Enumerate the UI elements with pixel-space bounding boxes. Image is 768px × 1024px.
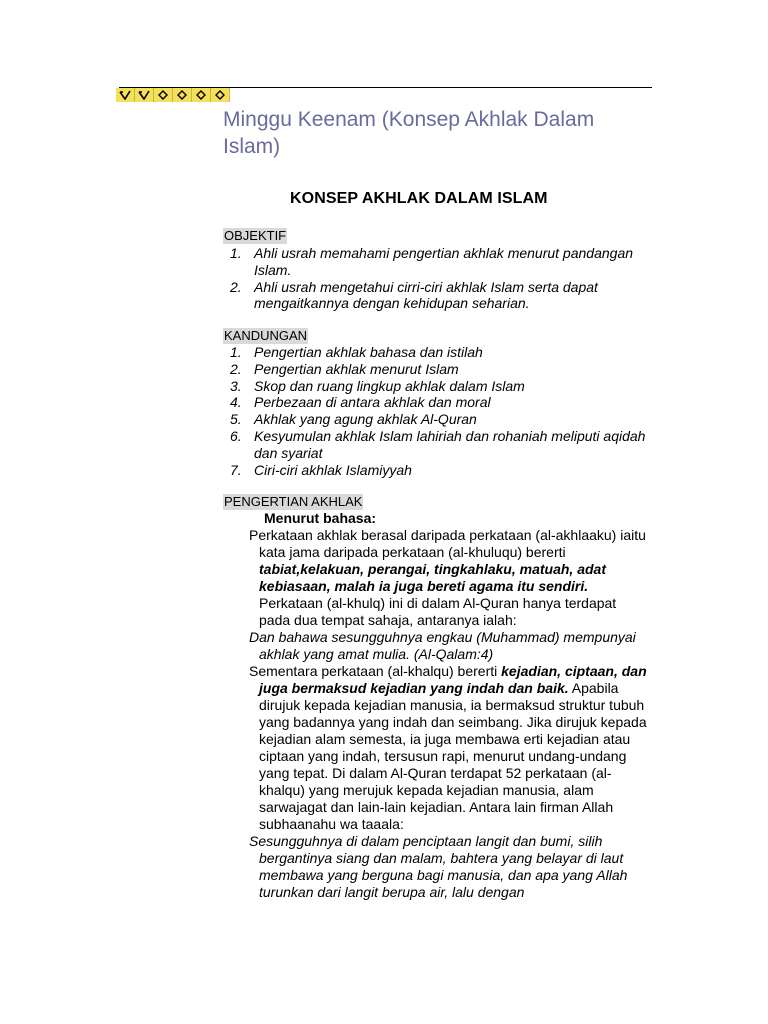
list-text: Perbezaan di antara akhlak dan moral bbox=[254, 394, 491, 411]
ornament-icon bbox=[211, 88, 230, 102]
objektif-list bbox=[228, 245, 648, 312]
chapter-title: Minggu Keenam (Konsep Akhlak Dalam Islam) bbox=[223, 108, 595, 158]
ornament-icon bbox=[154, 88, 173, 102]
ornament-icon bbox=[192, 88, 211, 102]
list-item bbox=[228, 411, 648, 428]
paragraph-text: Perkataan akhlak berasal daripada perkataan (al-akhlaaku) iaitu kata jama daripada perkataan (al-khuluqu) bererti bbox=[249, 527, 646, 560]
section-label-kandungan: KANDUNGAN bbox=[224, 328, 308, 343]
list-text: Pengertian akhlak bahasa dan istilah bbox=[254, 344, 483, 360]
list-number: 6. bbox=[230, 427, 242, 444]
list-item bbox=[228, 462, 648, 479]
ornament-icon bbox=[116, 88, 135, 102]
quranic-quote: Dan bahawa sesungguhnya engkau (Muhammad) mempunyai akhlak yang amat mulia. (Al-Qalam:4) bbox=[249, 629, 636, 662]
paragraph-text: Perkataan (al-khulq) ini di dalam Al-Quran hanya terdapat pada dua tempat sahaja, antaranya ialah: bbox=[259, 595, 617, 628]
paragraph-text: Sementara perkataan (al-khalqu) bererti bbox=[249, 663, 502, 679]
list-item bbox=[228, 428, 648, 462]
kandungan-list bbox=[228, 344, 648, 478]
ornament-strip bbox=[116, 88, 230, 102]
list-number: 2. bbox=[230, 278, 242, 295]
list-number: 5. bbox=[230, 411, 242, 428]
emphasis-text: tabiat,kelakuan, perangai, tingkahlaku, matuah, adat kebiasaan, malah ia juga bereti agama itu sendiri. bbox=[259, 561, 606, 594]
list-number: 1. bbox=[230, 245, 242, 261]
definition-body bbox=[249, 527, 649, 901]
list-number: 2. bbox=[230, 360, 242, 377]
list-text: Ciri-ciri akhlak Islamiyyah bbox=[254, 461, 412, 478]
list-text: Akhlak yang agung akhlak Al-Quran bbox=[254, 411, 477, 428]
section-label-objektif: OBJEKTIF bbox=[224, 228, 287, 243]
list-text: Pengertian akhlak menurut Islam bbox=[254, 360, 459, 377]
list-item bbox=[228, 344, 648, 361]
list-number: 4. bbox=[230, 394, 242, 411]
main-heading: KONSEP AKHLAK DALAM ISLAM bbox=[290, 190, 548, 207]
paragraph-text: Apabila dirujuk kepada kejadian manusia, ia bermaksud struktur tubuh yang badannya yang indah dan seimbang. Jika dirujuk kepada kejadian alam semesta, ia juga membawa erti kejadian atau ciptaan yang indah, tersusun rapi, menurut undang-undang yang tepat. Di dalam Al-Quran terdapat 52 perkataan (al-khalqu) yang merujuk kepada kejadian manusia, alam sarwajagat dan lain-lain kejadian. Antara lain firman Allah subhaanahu wa taaala: bbox=[259, 680, 647, 832]
paragraph bbox=[249, 663, 649, 833]
list-number: 3. bbox=[230, 377, 242, 394]
list-item bbox=[228, 279, 648, 313]
paragraph bbox=[249, 527, 649, 629]
list-text: Kesyumulan akhlak Islam lahiriah dan rohaniah meliputi aqidah dan syariat bbox=[254, 427, 646, 461]
list-number: 1. bbox=[230, 344, 242, 360]
ornament-icon bbox=[173, 88, 192, 102]
quranic-quote: Sesungguhnya di dalam penciptaan langit dan bumi, silih bergantinya siang dan malam, bahtera yang belayar di laut membawa yang berguna bagi manusia, dan apa yang Allah turunkan dari langit berupa air, lalu dengan bbox=[249, 833, 628, 900]
section-label-pengertian: PENGERTIAN AKHLAK bbox=[224, 494, 363, 509]
list-text: Ahli usrah mengetahui cirri-ciri akhlak Islam serta dapat mengaitkannya dengan kehidupan seharian. bbox=[254, 278, 598, 312]
list-text: Ahli usrah memahami pengertian akhlak menurut pandangan Islam. bbox=[254, 245, 634, 278]
emphasis-text: kejadian, ciptaan, dan juga bermaksud kejadian yang indah dan baik. bbox=[259, 663, 647, 696]
ornament-icon bbox=[135, 88, 154, 102]
list-item bbox=[228, 378, 648, 395]
list-number: 7. bbox=[230, 461, 242, 478]
list-item bbox=[228, 361, 648, 378]
list-item bbox=[228, 245, 648, 279]
list-text: Skop dan ruang lingkup akhlak dalam Islam bbox=[254, 377, 525, 394]
list-item bbox=[228, 394, 648, 411]
subheading-menurut-bahasa: Menurut bahasa: bbox=[264, 510, 377, 526]
